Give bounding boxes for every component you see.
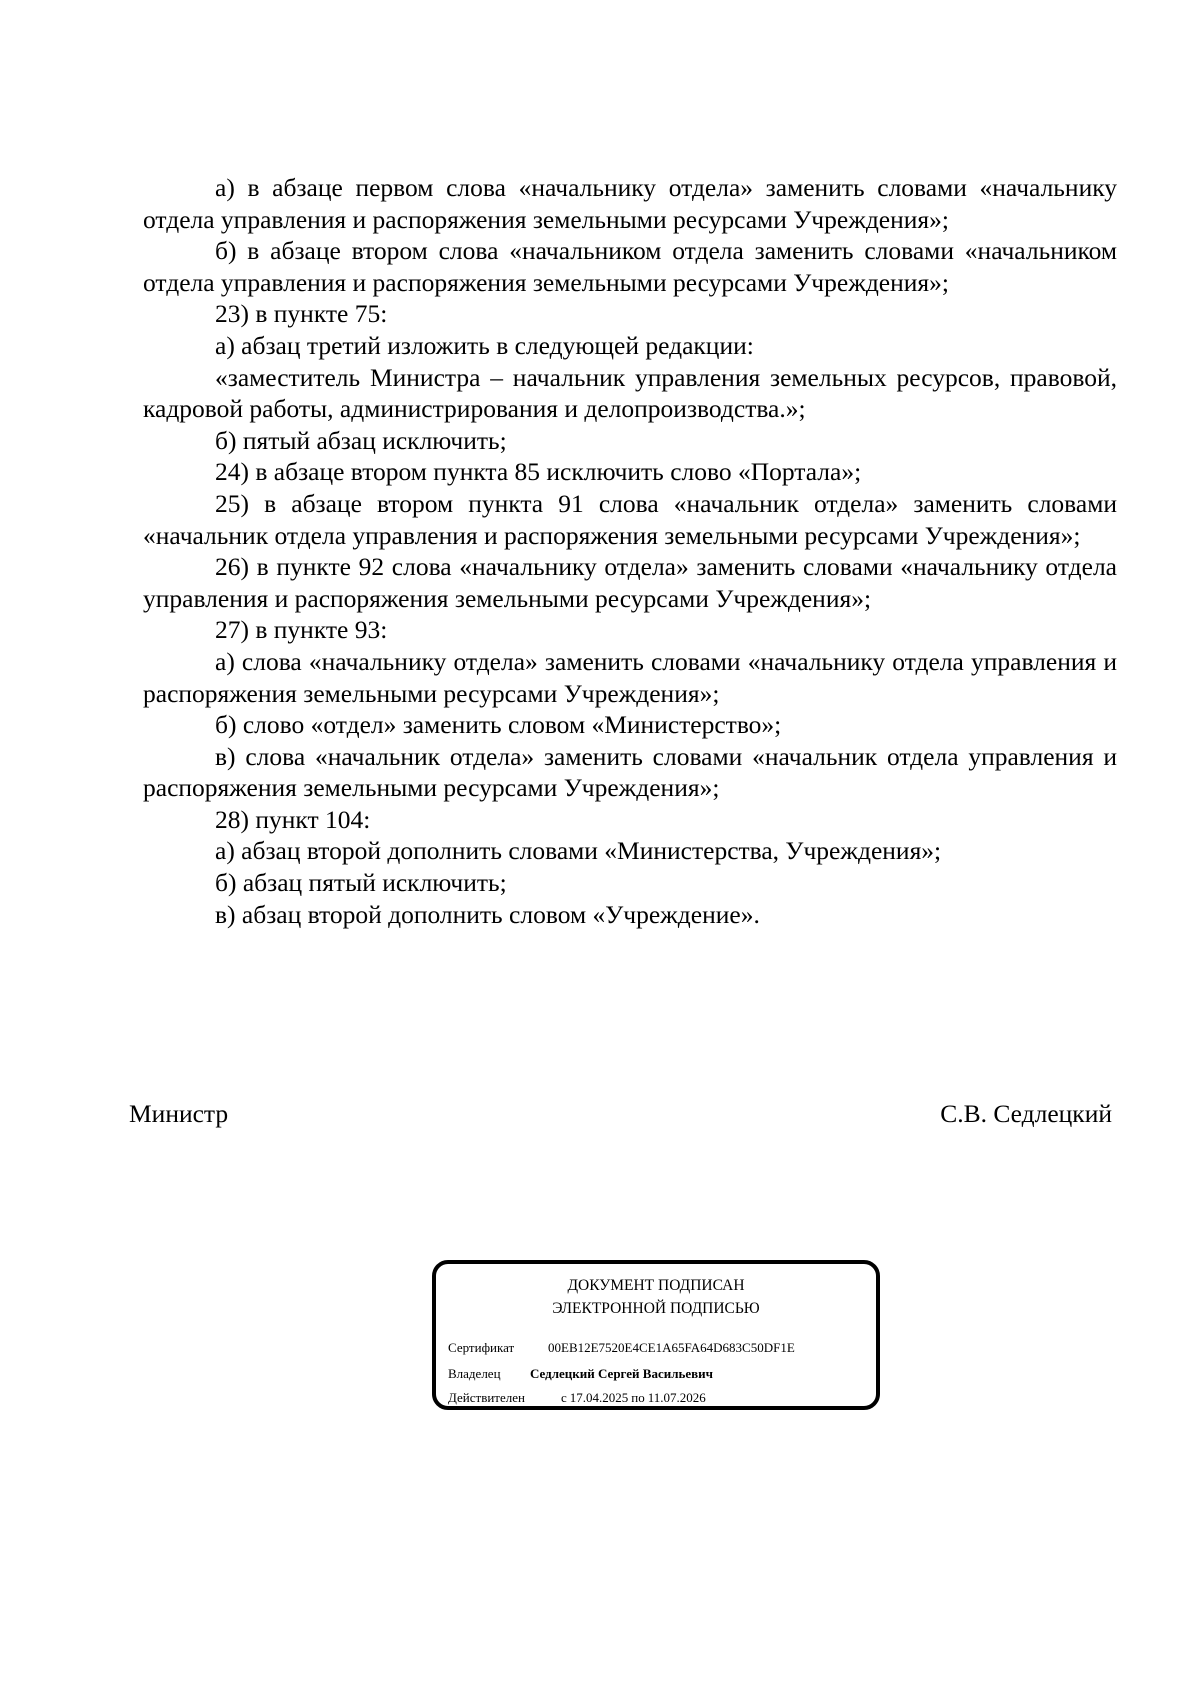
stamp-title-line1: ДОКУМЕНТ ПОДПИСАН [567, 1277, 745, 1294]
paragraph: б) пятый абзац исключить; [215, 425, 507, 455]
stamp-certificate-row [448, 1340, 795, 1356]
signatory-name: С.В. Седлецкий [940, 1099, 1112, 1128]
paragraph: 27) в пункте 93: [215, 615, 388, 645]
paragraph: а) в абзаце первом слова «начальнику отдела» заменить словами «начальнику отдела управления и распоряжения земельными ресурсами Учреждения»; [143, 173, 1117, 234]
paragraph: в) слова «начальник отдела» заменить словами «начальник отдела управления и распоряжения земельными ресурсами Учреждения»; [143, 741, 1117, 803]
certificate-value: 00EB12E7520E4CE1A65FA64D683C50DF1E [548, 1340, 795, 1355]
owner-value: Седлецкий Сергей Васильевич [530, 1366, 713, 1381]
valid-from-date: 17.04.2025 [569, 1390, 629, 1405]
paragraph: б) абзац пятый исключить; [215, 868, 507, 898]
paragraph: б) в абзаце втором слова «начальником отдела заменить словами «начальником отдела управления и распоряжения земельными ресурсами Учреждения»; [143, 236, 1117, 297]
document-body [143, 172, 1117, 930]
paragraph: в) абзац второй дополнить словом «Учреждение». [215, 899, 760, 929]
stamp-title-line2: ЭЛЕКТРОННОЙ ПОДПИСЬЮ [552, 1300, 760, 1317]
valid-to-label: по [631, 1390, 645, 1405]
paragraph: а) абзац третий изложить в следующей редакции: [215, 330, 754, 360]
paragraph: «заместитель Министра – начальник управления земельных ресурсов, правовой, кадровой работы, администрирования и делопроизводства.»; [143, 362, 1117, 424]
stamp-validity-row [448, 1390, 706, 1406]
paragraph: 25) в абзаце втором пункта 91 слова «начальник отдела» заменить словами «начальник отдела управления и распоряжения земельными ресурсами Учреждения»; [143, 488, 1117, 550]
paragraph: 28) пункт 104: [215, 804, 371, 834]
paragraph: а) слова «начальнику отдела» заменить словами «начальнику отдела управления и распоряжения земельными ресурсами Учреждения»; [143, 646, 1117, 708]
stamp-owner-row [448, 1366, 713, 1382]
certificate-label: Сертификат [448, 1340, 515, 1355]
paragraph: 26) в пункте 92 слова «начальнику отдела» заменить словами «начальнику отдела управления и распоряжения земельными ресурсами Учреждения»; [143, 552, 1117, 613]
paragraph: 23) в пункте 75: [215, 299, 388, 329]
paragraph: а) абзац второй дополнить словами «Министерства, Учреждения»; [215, 836, 942, 866]
valid-label: Действителен [448, 1390, 525, 1405]
signatory-position: Министр [129, 1099, 229, 1128]
electronic-signature-stamp [432, 1260, 880, 1410]
owner-label: Владелец [448, 1366, 501, 1381]
paragraph: б) слово «отдел» заменить словом «Министерство»; [215, 710, 782, 740]
valid-from-label: с [561, 1390, 567, 1405]
paragraph: 24) в абзаце втором пункта 85 исключить слово «Портала»; [215, 457, 862, 487]
valid-to-date: 11.07.2026 [647, 1390, 706, 1405]
